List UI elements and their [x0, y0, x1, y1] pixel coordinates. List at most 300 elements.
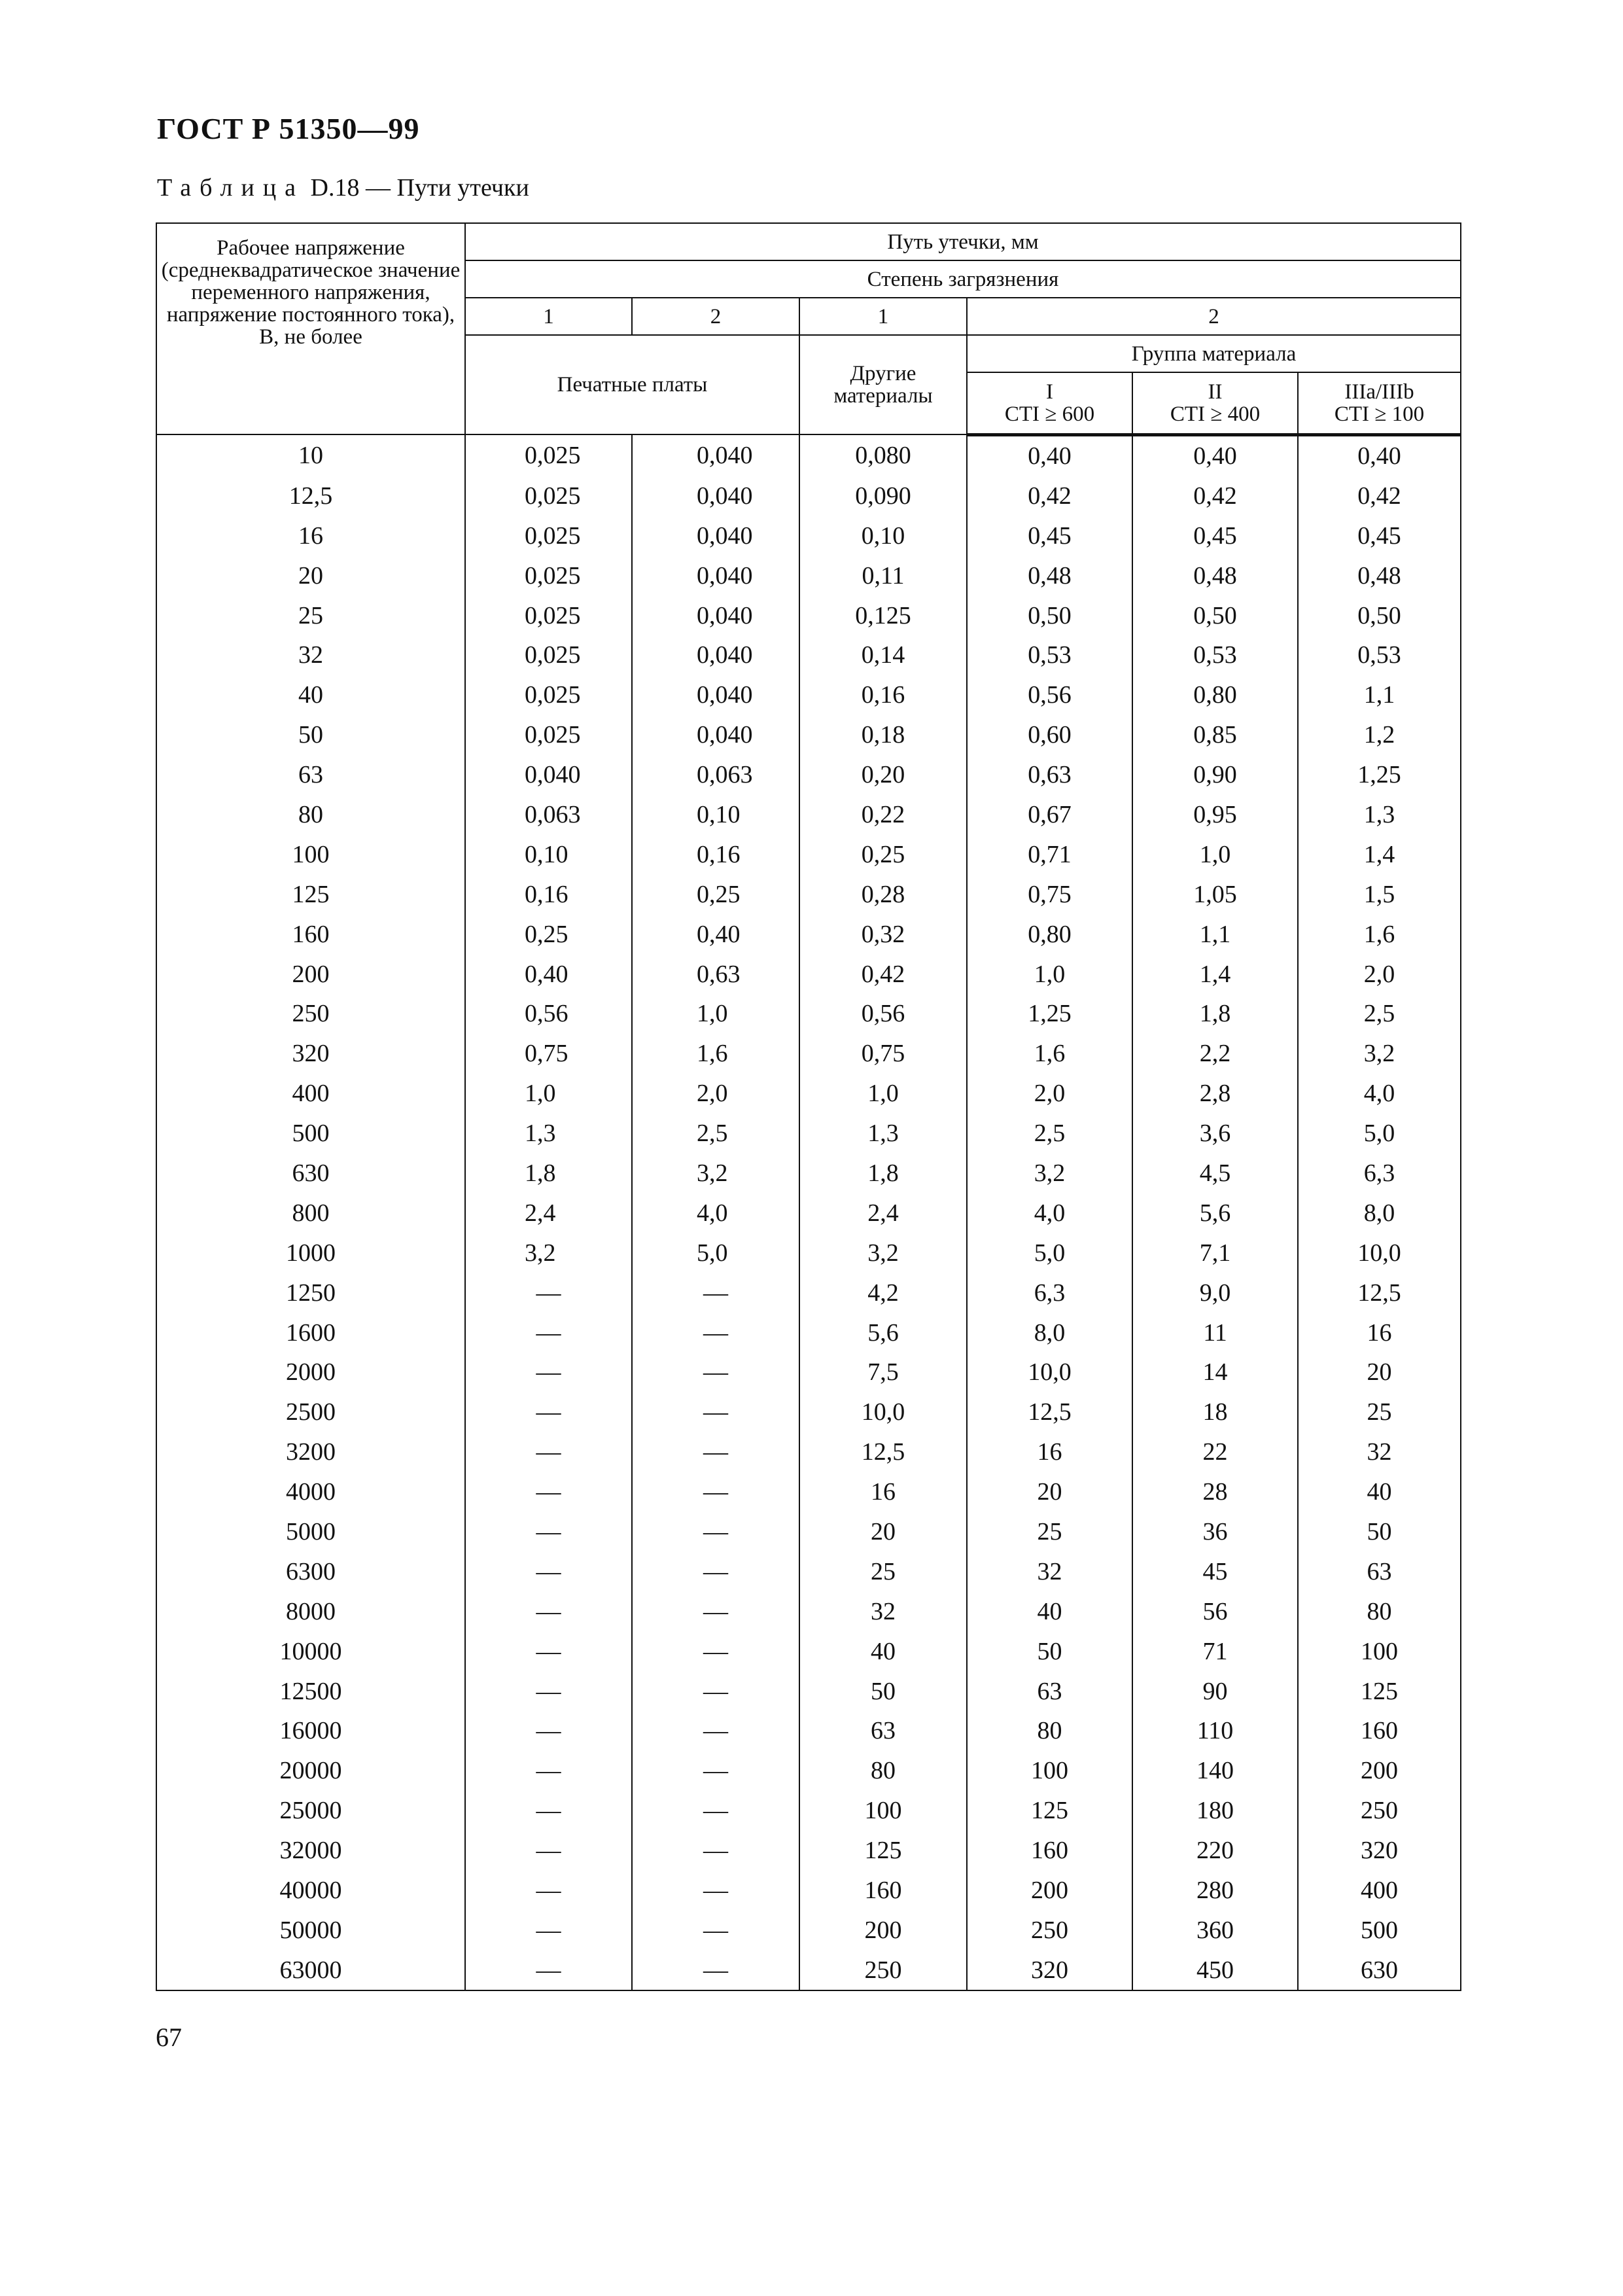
voltage-cell: 100 — [156, 834, 465, 874]
group-3-cell: 63 — [1298, 1551, 1461, 1591]
group-3-cell: 1,25 — [1298, 755, 1461, 795]
other-materials-cell: 32 — [799, 1591, 967, 1631]
group-1-cti: CTI ≥ 600 — [1004, 402, 1095, 426]
header-creepage-distance: Путь утечки, мм — [465, 223, 1461, 260]
group-2-cell: 180 — [1132, 1791, 1298, 1831]
printed-degree-2-cell: 0,16 — [632, 834, 799, 874]
printed-degree-2-cell: 0,040 — [632, 635, 799, 675]
table-row — [156, 1751, 1461, 1791]
voltage-cell: 250 — [156, 994, 465, 1034]
group-3-cell: 40 — [1298, 1472, 1461, 1512]
printed-degree-2-cell: 0,040 — [632, 476, 799, 516]
printed-degree-1-cell: 3,2 — [465, 1233, 632, 1273]
printed-degree-1-cell: — — [465, 1313, 632, 1352]
printed-degree-2-cell: — — [632, 1871, 799, 1911]
group-3-cell: 0,48 — [1298, 556, 1461, 595]
other-materials-cell: 0,10 — [799, 516, 967, 556]
group-3-cell: 1,6 — [1298, 914, 1461, 954]
header-other-materials: Другие материалы — [799, 335, 967, 434]
group-3-cell: 5,0 — [1298, 1114, 1461, 1154]
printed-degree-1-cell: 2,4 — [465, 1193, 632, 1233]
page-number: 67 — [156, 2022, 182, 2052]
voltage-cell: 16000 — [156, 1711, 465, 1751]
printed-degree-2-cell: — — [632, 1831, 799, 1871]
other-materials-cell: 0,11 — [799, 556, 967, 595]
other-materials-cell: 0,75 — [799, 1034, 967, 1074]
printed-degree-2-cell: 0,10 — [632, 795, 799, 835]
table-row — [156, 1871, 1461, 1911]
printed-degree-1-cell: — — [465, 1791, 632, 1831]
group-1-cell: 25 — [967, 1512, 1132, 1552]
voltage-cell: 16 — [156, 516, 465, 556]
printed-degree-1-cell: — — [465, 1551, 632, 1591]
group-2-cell: 1,1 — [1132, 914, 1298, 954]
other-materials-cell: 2,4 — [799, 1193, 967, 1233]
header-degree-2-printed: 2 — [632, 298, 799, 335]
group-2-cell: 0,42 — [1132, 476, 1298, 516]
printed-degree-2-cell: — — [632, 1671, 799, 1711]
table-row — [156, 1432, 1461, 1472]
other-materials-cell: 0,14 — [799, 635, 967, 675]
printed-degree-2-cell: 0,040 — [632, 516, 799, 556]
table-row — [156, 834, 1461, 874]
group-2-cell: 0,53 — [1132, 635, 1298, 675]
other-materials-cell: 20 — [799, 1512, 967, 1552]
group-2-cell: 0,45 — [1132, 516, 1298, 556]
table-row — [156, 874, 1461, 914]
printed-degree-2-cell: 1,0 — [632, 994, 799, 1034]
group-2-cell: 0,48 — [1132, 556, 1298, 595]
group-2-cell: 450 — [1132, 1950, 1298, 1990]
table-row — [156, 1233, 1461, 1273]
voltage-cell: 200 — [156, 954, 465, 994]
voltage-cell: 4000 — [156, 1472, 465, 1512]
printed-degree-2-cell: 0,063 — [632, 755, 799, 795]
other-materials-cell: 80 — [799, 1751, 967, 1791]
other-materials-cell: 7,5 — [799, 1352, 967, 1392]
table-row — [156, 1273, 1461, 1313]
group-1-cell: 2,5 — [967, 1114, 1132, 1154]
group-1-cell: 50 — [967, 1631, 1132, 1671]
printed-degree-1-cell: 0,40 — [465, 954, 632, 994]
group-1-cell: 0,75 — [967, 874, 1132, 914]
group-1-cell: 0,40 — [967, 434, 1132, 476]
group-1-cell: 20 — [967, 1472, 1132, 1512]
voltage-cell: 63 — [156, 755, 465, 795]
printed-degree-2-cell: — — [632, 1591, 799, 1631]
table-row — [156, 1910, 1461, 1950]
group-2-label: II — [1208, 380, 1223, 404]
group-1-label: I — [1046, 380, 1053, 404]
printed-degree-1-cell: — — [465, 1711, 632, 1751]
table-row — [156, 1074, 1461, 1114]
other-materials-cell: 0,20 — [799, 755, 967, 795]
voltage-cell: 12,5 — [156, 476, 465, 516]
voltage-cell: 6300 — [156, 1551, 465, 1591]
printed-degree-2-cell: — — [632, 1352, 799, 1392]
group-2-cell: 2,2 — [1132, 1034, 1298, 1074]
group-3-cell: 160 — [1298, 1711, 1461, 1751]
printed-degree-1-cell: 0,025 — [465, 595, 632, 635]
voltage-cell: 1000 — [156, 1233, 465, 1273]
voltage-cell: 500 — [156, 1114, 465, 1154]
other-materials-cell: 0,080 — [799, 434, 967, 476]
other-materials-cell: 0,56 — [799, 994, 967, 1034]
group-3-cell: 400 — [1298, 1871, 1461, 1911]
printed-degree-2-cell: 5,0 — [632, 1233, 799, 1273]
printed-degree-1-cell: 0,025 — [465, 516, 632, 556]
group-1-cell: 16 — [967, 1432, 1132, 1472]
printed-degree-1-cell: 0,025 — [465, 434, 632, 476]
table-row — [156, 755, 1461, 795]
table-row — [156, 516, 1461, 556]
group-1-cell: 32 — [967, 1551, 1132, 1591]
group-3-cell: 80 — [1298, 1591, 1461, 1631]
printed-degree-2-cell: — — [632, 1392, 799, 1432]
printed-degree-2-cell: 0,63 — [632, 954, 799, 994]
other-materials-cell: 125 — [799, 1831, 967, 1871]
table-row — [156, 635, 1461, 675]
printed-degree-1-cell: 1,0 — [465, 1074, 632, 1114]
other-materials-cell: 4,2 — [799, 1273, 967, 1313]
printed-degree-2-cell: — — [632, 1950, 799, 1990]
group-3-cell: 50 — [1298, 1512, 1461, 1552]
table-row — [156, 1472, 1461, 1512]
group-2-cell: 18 — [1132, 1392, 1298, 1432]
table-row — [156, 1114, 1461, 1154]
group-2-cell: 1,0 — [1132, 834, 1298, 874]
group-2-cell: 0,80 — [1132, 675, 1298, 715]
voltage-cell: 160 — [156, 914, 465, 954]
voltage-cell: 320 — [156, 1034, 465, 1074]
printed-degree-2-cell: 2,0 — [632, 1074, 799, 1114]
header-material-group-2 — [1132, 372, 1298, 434]
group-1-cell: 160 — [967, 1831, 1132, 1871]
printed-degree-1-cell: — — [465, 1831, 632, 1871]
table-row — [156, 1392, 1461, 1432]
other-materials-cell: 12,5 — [799, 1432, 967, 1472]
voltage-cell: 40000 — [156, 1871, 465, 1911]
group-1-cell: 80 — [967, 1711, 1132, 1751]
table-row — [156, 1711, 1461, 1751]
group-1-cell: 1,0 — [967, 954, 1132, 994]
header-degree-1-printed: 1 — [465, 298, 632, 335]
table-row — [156, 1631, 1461, 1671]
other-materials-cell: 0,18 — [799, 715, 967, 755]
table-row — [156, 595, 1461, 635]
group-2-cell: 7,1 — [1132, 1233, 1298, 1273]
other-materials-cell: 63 — [799, 1711, 967, 1751]
table-row — [156, 476, 1461, 516]
voltage-cell: 20000 — [156, 1751, 465, 1791]
other-materials-cell: 50 — [799, 1671, 967, 1711]
group-1-cell: 1,25 — [967, 994, 1132, 1034]
table-row — [156, 795, 1461, 835]
group-1-cell: 63 — [967, 1671, 1132, 1711]
group-1-cell: 0,63 — [967, 755, 1132, 795]
group-3-cell: 20 — [1298, 1352, 1461, 1392]
group-3-cell: 32 — [1298, 1432, 1461, 1472]
group-3-cell: 0,50 — [1298, 595, 1461, 635]
group-1-cell: 3,2 — [967, 1154, 1132, 1193]
group-2-cell: 360 — [1132, 1910, 1298, 1950]
voltage-cell: 25 — [156, 595, 465, 635]
table-caption-word: Таблица — [157, 174, 305, 202]
voltage-cell: 400 — [156, 1074, 465, 1114]
other-materials-cell: 3,2 — [799, 1233, 967, 1273]
group-2-cell: 90 — [1132, 1671, 1298, 1711]
header-degree-2-other: 2 — [967, 298, 1461, 335]
printed-degree-2-cell: 0,040 — [632, 434, 799, 476]
voltage-cell: 32000 — [156, 1831, 465, 1871]
group-2-cell: 4,5 — [1132, 1154, 1298, 1193]
group-1-cell: 200 — [967, 1871, 1132, 1911]
printed-degree-1-cell: — — [465, 1352, 632, 1392]
printed-degree-2-cell: — — [632, 1313, 799, 1352]
group-2-cell: 28 — [1132, 1472, 1298, 1512]
group-2-cell: 1,05 — [1132, 874, 1298, 914]
voltage-cell: 25000 — [156, 1791, 465, 1831]
printed-degree-2-cell: — — [632, 1512, 799, 1552]
group-1-cell: 0,60 — [967, 715, 1132, 755]
printed-degree-1-cell: 0,025 — [465, 556, 632, 595]
group-3-cell: 0,45 — [1298, 516, 1461, 556]
voltage-cell: 12500 — [156, 1671, 465, 1711]
group-3-cell: 1,4 — [1298, 834, 1461, 874]
printed-degree-2-cell: 4,0 — [632, 1193, 799, 1233]
printed-degree-1-cell: — — [465, 1432, 632, 1472]
group-2-cell: 0,85 — [1132, 715, 1298, 755]
other-materials-cell: 1,8 — [799, 1154, 967, 1193]
printed-degree-1-cell: — — [465, 1910, 632, 1950]
printed-degree-1-cell: 0,025 — [465, 476, 632, 516]
table-row — [156, 1591, 1461, 1631]
group-3-cell: 0,42 — [1298, 476, 1461, 516]
header-material-group-1 — [967, 372, 1132, 434]
printed-degree-2-cell: 0,040 — [632, 675, 799, 715]
group-3-label: IIIa/IIIb — [1344, 380, 1414, 404]
other-materials-cell: 0,16 — [799, 675, 967, 715]
voltage-cell: 32 — [156, 635, 465, 675]
printed-degree-1-cell: — — [465, 1591, 632, 1631]
group-2-cell: 9,0 — [1132, 1273, 1298, 1313]
other-materials-cell: 100 — [799, 1791, 967, 1831]
printed-degree-1-cell: 0,56 — [465, 994, 632, 1034]
table-row — [156, 675, 1461, 715]
voltage-cell: 40 — [156, 675, 465, 715]
group-2-cell: 56 — [1132, 1591, 1298, 1631]
group-3-cell: 12,5 — [1298, 1273, 1461, 1313]
table-row — [156, 1950, 1461, 1990]
group-3-cell: 250 — [1298, 1791, 1461, 1831]
group-1-cell: 40 — [967, 1591, 1132, 1631]
group-3-cell: 200 — [1298, 1751, 1461, 1791]
table-row — [156, 434, 1461, 476]
voltage-cell: 800 — [156, 1193, 465, 1233]
printed-degree-1-cell: — — [465, 1751, 632, 1791]
group-2-cell: 0,90 — [1132, 755, 1298, 795]
group-1-cell: 5,0 — [967, 1233, 1132, 1273]
group-3-cell: 16 — [1298, 1313, 1461, 1352]
other-materials-cell: 25 — [799, 1551, 967, 1591]
printed-degree-1-cell: — — [465, 1871, 632, 1911]
group-2-cell: 5,6 — [1132, 1193, 1298, 1233]
voltage-cell: 2000 — [156, 1352, 465, 1392]
printed-degree-1-cell: 0,10 — [465, 834, 632, 874]
other-materials-cell: 0,090 — [799, 476, 967, 516]
group-1-cell: 2,0 — [967, 1074, 1132, 1114]
group-1-cell: 250 — [967, 1910, 1132, 1950]
group-2-cell: 1,4 — [1132, 954, 1298, 994]
table-row — [156, 715, 1461, 755]
other-materials-cell: 16 — [799, 1472, 967, 1512]
header-working-voltage: Рабочее напряжение (среднеквадратическое значение переменного напряжения, напряжение постоянного тока), В, не более — [156, 223, 465, 434]
group-2-cell: 2,8 — [1132, 1074, 1298, 1114]
group-1-cell: 0,50 — [967, 595, 1132, 635]
printed-degree-1-cell: — — [465, 1671, 632, 1711]
group-3-cell: 500 — [1298, 1910, 1461, 1950]
voltage-cell: 2500 — [156, 1392, 465, 1432]
printed-degree-2-cell: — — [632, 1631, 799, 1671]
group-1-cell: 1,6 — [967, 1034, 1132, 1074]
table-row — [156, 1791, 1461, 1831]
voltage-cell: 20 — [156, 556, 465, 595]
other-materials-cell: 0,125 — [799, 595, 967, 635]
group-3-cell: 1,1 — [1298, 675, 1461, 715]
other-materials-cell: 10,0 — [799, 1392, 967, 1432]
printed-degree-1-cell: 0,025 — [465, 635, 632, 675]
group-2-cell: 3,6 — [1132, 1114, 1298, 1154]
group-2-cell: 110 — [1132, 1711, 1298, 1751]
document-code: ГОСТ Р 51350—99 — [157, 112, 420, 145]
group-1-cell: 10,0 — [967, 1352, 1132, 1392]
group-2-cell: 14 — [1132, 1352, 1298, 1392]
voltage-cell: 8000 — [156, 1591, 465, 1631]
printed-degree-1-cell: 1,8 — [465, 1154, 632, 1193]
group-2-cell: 22 — [1132, 1432, 1298, 1472]
printed-degree-2-cell: — — [632, 1472, 799, 1512]
group-1-cell: 125 — [967, 1791, 1132, 1831]
other-materials-cell: 200 — [799, 1910, 967, 1950]
group-1-cell: 0,48 — [967, 556, 1132, 595]
group-1-cell: 0,67 — [967, 795, 1132, 835]
table-row — [156, 1193, 1461, 1233]
group-1-cell: 4,0 — [967, 1193, 1132, 1233]
table-row — [156, 1034, 1461, 1074]
creepage-table — [156, 222, 1461, 1991]
table-row — [156, 1551, 1461, 1591]
other-materials-cell: 250 — [799, 1950, 967, 1990]
printed-degree-2-cell: — — [632, 1791, 799, 1831]
printed-degree-2-cell: — — [632, 1711, 799, 1751]
group-3-cell: 630 — [1298, 1950, 1461, 1990]
group-1-cell: 6,3 — [967, 1273, 1132, 1313]
table-row — [156, 1512, 1461, 1552]
printed-degree-1-cell: — — [465, 1472, 632, 1512]
printed-degree-2-cell: 0,040 — [632, 715, 799, 755]
group-1-cell: 0,53 — [967, 635, 1132, 675]
printed-degree-1-cell: 0,025 — [465, 715, 632, 755]
group-3-cell: 1,5 — [1298, 874, 1461, 914]
group-2-cell: 0,40 — [1132, 434, 1298, 476]
other-materials-cell: 40 — [799, 1631, 967, 1671]
table-row — [156, 954, 1461, 994]
group-1-cell: 0,80 — [967, 914, 1132, 954]
printed-degree-1-cell: 0,040 — [465, 755, 632, 795]
group-2-cell: 45 — [1132, 1551, 1298, 1591]
header-printed-boards: Печатные платы — [465, 335, 799, 434]
voltage-cell: 125 — [156, 874, 465, 914]
group-1-cell: 0,71 — [967, 834, 1132, 874]
group-2-cell: 1,8 — [1132, 994, 1298, 1034]
voltage-cell: 10000 — [156, 1631, 465, 1671]
group-3-cell: 2,5 — [1298, 994, 1461, 1034]
group-3-cell: 6,3 — [1298, 1154, 1461, 1193]
group-3-cell: 100 — [1298, 1631, 1461, 1671]
printed-degree-2-cell: 2,5 — [632, 1114, 799, 1154]
other-materials-cell: 5,6 — [799, 1313, 967, 1352]
voltage-cell: 1250 — [156, 1273, 465, 1313]
table-row — [156, 1154, 1461, 1193]
group-2-cell: 0,95 — [1132, 795, 1298, 835]
group-1-cell: 12,5 — [967, 1392, 1132, 1432]
group-2-cell: 11 — [1132, 1313, 1298, 1352]
printed-degree-2-cell: 0,25 — [632, 874, 799, 914]
printed-degree-2-cell: — — [632, 1910, 799, 1950]
group-1-cell: 0,45 — [967, 516, 1132, 556]
printed-degree-1-cell: — — [465, 1392, 632, 1432]
table-row — [156, 1671, 1461, 1711]
printed-degree-1-cell: 0,75 — [465, 1034, 632, 1074]
group-3-cell: 25 — [1298, 1392, 1461, 1432]
printed-degree-1-cell: — — [465, 1631, 632, 1671]
printed-degree-2-cell: 0,040 — [632, 556, 799, 595]
group-1-cell: 0,56 — [967, 675, 1132, 715]
other-materials-cell: 1,0 — [799, 1074, 967, 1114]
group-1-cell: 100 — [967, 1751, 1132, 1791]
group-1-cell: 320 — [967, 1950, 1132, 1990]
other-materials-cell: 0,42 — [799, 954, 967, 994]
group-3-cell: 10,0 — [1298, 1233, 1461, 1273]
group-2-cti: CTI ≥ 400 — [1170, 402, 1261, 426]
group-3-cti: CTI ≥ 100 — [1334, 402, 1425, 426]
voltage-cell: 10 — [156, 434, 465, 476]
group-3-cell: 2,0 — [1298, 954, 1461, 994]
voltage-cell: 50000 — [156, 1910, 465, 1950]
group-3-cell: 125 — [1298, 1671, 1461, 1711]
other-materials-cell: 0,22 — [799, 795, 967, 835]
printed-degree-1-cell: 0,16 — [465, 874, 632, 914]
table-row — [156, 914, 1461, 954]
header-material-group: Группа материала — [967, 335, 1461, 372]
group-2-cell: 36 — [1132, 1512, 1298, 1552]
header-pollution-degree: Степень загрязнения — [465, 260, 1461, 298]
printed-degree-1-cell: — — [465, 1273, 632, 1313]
printed-degree-1-cell: — — [465, 1950, 632, 1990]
group-2-cell: 220 — [1132, 1831, 1298, 1871]
other-materials-cell: 1,3 — [799, 1114, 967, 1154]
printed-degree-1-cell: 0,063 — [465, 795, 632, 835]
printed-degree-2-cell: 1,6 — [632, 1034, 799, 1074]
group-3-cell: 320 — [1298, 1831, 1461, 1871]
header-degree-1-other: 1 — [799, 298, 967, 335]
group-3-cell: 3,2 — [1298, 1034, 1461, 1074]
header-material-group-3 — [1298, 372, 1461, 434]
group-1-cell: 0,42 — [967, 476, 1132, 516]
table-row — [156, 1831, 1461, 1871]
group-3-cell: 1,3 — [1298, 795, 1461, 835]
table-caption — [157, 173, 529, 202]
